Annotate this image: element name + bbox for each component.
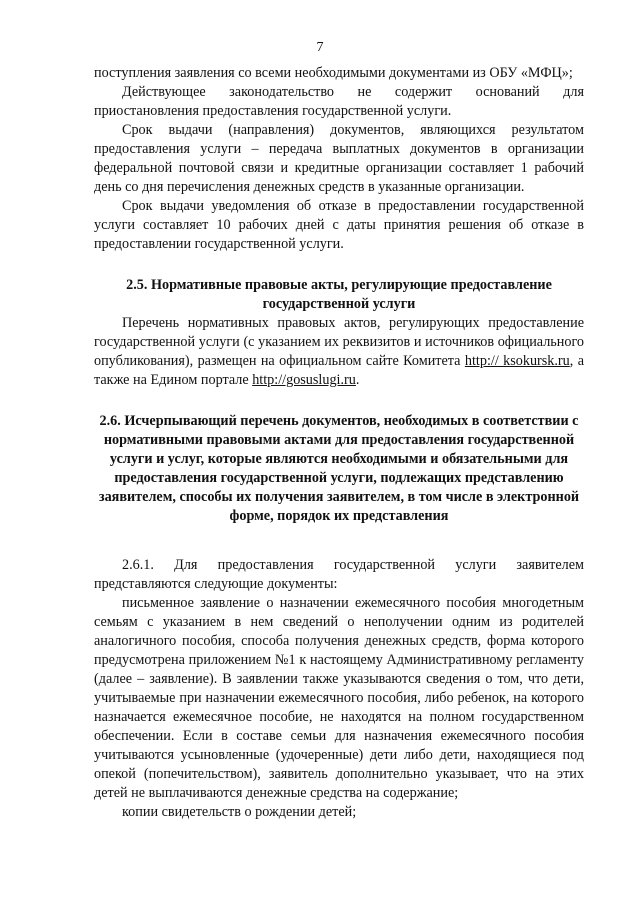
- paragraph-legal-acts: [94, 314, 584, 390]
- spacer: [94, 254, 584, 276]
- spacer: [94, 390, 584, 412]
- paragraph-birth-certificates: копии свидетельств о рождении детей;: [122, 804, 357, 820]
- paragraph-application: письменное заявление о назначении ежемесячного пособия многодетным семьям с указанием в нем сведений о неполучении одним из родителей аналогичного пособия, способа получения денежных средств, форма которого предусмотрена приложением №1 к настоящему Административному регламенту (далее – заявление). В заявлении также указываются сведения о том, что дети, учитываемые при назначении ежемесячного пособия, либо ребенок, на которого назначается ежемесячное пособие, не находятся на полном государственном обеспечении. Если в составе семьи для назначения ежемесячного пособия учитываются усыновленные (удочеренные) дети либо дети, находящиеся под опекой (попечительством), заявитель дополнительно указывает, что на этих детей не выплачиваются денежные средства на содержание;: [94, 595, 584, 801]
- document-body: [94, 64, 584, 822]
- section-2-6-heading: 2.6. Исчерпывающий перечень документов, необходимых в соответствии с нормативными правовыми актами для предоставления государственной услуги и услуг, которые являются необходимыми и обязательными для предоставления государственной услуги, подлежащих представлению заявителем, способы их получения заявителем, в том числе в электронной форме, порядок их представления: [98, 413, 580, 524]
- paragraph-2-6-1: 2.6.1. Для предоставления государственной услуги заявителем представляются следующие документы:: [94, 557, 584, 592]
- gosuslugi-portal-link[interactable]: http://gosuslugi.ru: [252, 372, 356, 388]
- legal-acts-text-middle: , а также на Едином портале: [94, 353, 584, 388]
- page-number: 7: [316, 40, 324, 55]
- spacer: [94, 526, 584, 556]
- legal-acts-text: Перечень нормативных правовых актов, регулирующих предоставление государственной услуги (с указанием их реквизитов и источников официального опубликования), размещен на официальном сайте Комитета: [94, 315, 584, 369]
- committee-site-link[interactable]: http:// ksokursk.ru: [464, 353, 570, 369]
- section-2-5-heading: 2.5. Нормативные правовые акты, регулирующие предоставление государственной услуги: [126, 277, 552, 312]
- paragraph-refusal-term: Срок выдачи уведомления об отказе в предоставлении государственной услуги составляет 10 рабочих дней с даты принятия решения об отказе в предоставлении государственной услуги.: [94, 198, 584, 252]
- paragraph-no-suspension: Действующее законодательство не содержит оснований для приостановления предоставления государственной услуги.: [94, 84, 584, 119]
- legal-acts-text-end: .: [355, 372, 360, 388]
- paragraph-mfc-receipt: поступления заявления со всеми необходимыми документами из ОБУ «МФЦ»;: [94, 65, 573, 81]
- paragraph-issue-term: Срок выдачи (направления) документов, являющихся результатом предоставления услуги – передача выплатных документов в организации федеральной почтовой связи и кредитные организации составляет 1 рабочий день со дня перечисления денежных средств в указанные организации.: [94, 122, 584, 195]
